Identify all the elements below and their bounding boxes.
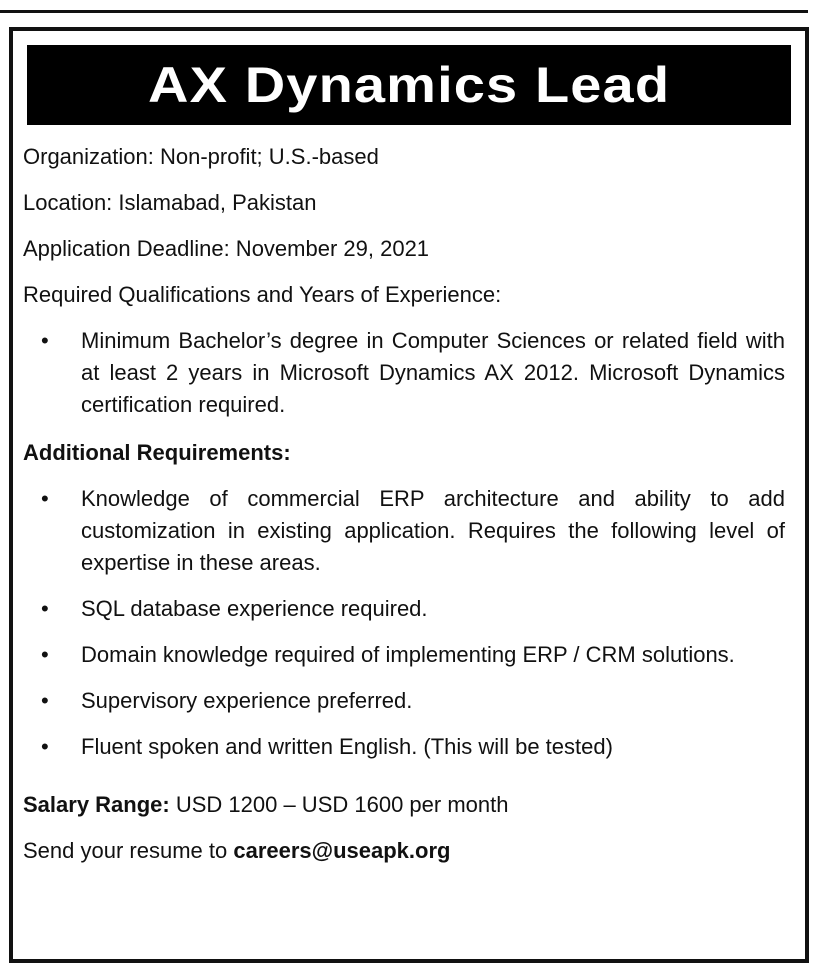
requirement-text: SQL database experience required. bbox=[81, 596, 428, 621]
contact-prefix: Send your resume to bbox=[23, 838, 234, 863]
qualifications-list bbox=[23, 325, 785, 421]
list-item bbox=[41, 593, 785, 625]
job-title: AX Dynamics Lead bbox=[147, 57, 671, 113]
requirement-text: Knowledge of commercial ERP architecture and ability to add customization in existing application. Requires the following level of expertise in these areas. bbox=[81, 486, 785, 575]
organization: Organization: Non-profit; U.S.-based bbox=[23, 144, 379, 169]
bullet-icon: • bbox=[41, 328, 49, 353]
ad-content bbox=[23, 141, 785, 881]
bullet-icon: • bbox=[41, 642, 49, 667]
contact-line bbox=[23, 835, 785, 867]
requirement-text: Domain knowledge required of implementing ERP / CRM solutions. bbox=[81, 642, 735, 667]
list-item bbox=[41, 325, 785, 421]
qualifications-heading: Required Qualifications and Years of Experience: bbox=[23, 282, 502, 307]
salary-value: USD 1200 – USD 1600 per month bbox=[169, 792, 509, 817]
bullet-icon: • bbox=[41, 486, 49, 511]
qualification-text: Minimum Bachelor’s degree in Computer Sciences or related field with at least 2 years in Microsoft Dynamics AX 2012. Microsoft Dynamics certification required. bbox=[81, 328, 785, 417]
deadline: Application Deadline: November 29, 2021 bbox=[23, 236, 430, 261]
list-item bbox=[41, 685, 785, 717]
location: Location: Islamabad, Pakistan bbox=[23, 190, 317, 215]
bullet-icon: • bbox=[41, 734, 49, 759]
title-banner bbox=[27, 45, 791, 125]
additional-list bbox=[23, 483, 785, 763]
bullet-icon: • bbox=[41, 596, 49, 621]
requirement-text: Fluent spoken and written English. (This will be tested) bbox=[81, 734, 613, 759]
bullet-icon: • bbox=[41, 688, 49, 713]
requirement-text: Supervisory experience preferred. bbox=[81, 688, 413, 713]
list-item bbox=[41, 483, 785, 579]
job-ad bbox=[9, 27, 809, 963]
salary-label: Salary Range: bbox=[23, 792, 170, 817]
list-item bbox=[41, 731, 785, 763]
top-rule bbox=[0, 10, 808, 13]
salary-range bbox=[23, 789, 785, 821]
list-item bbox=[41, 639, 785, 671]
additional-heading: Additional Requirements: bbox=[23, 440, 291, 465]
contact-email[interactable]: careers@useapk.org bbox=[233, 838, 451, 863]
